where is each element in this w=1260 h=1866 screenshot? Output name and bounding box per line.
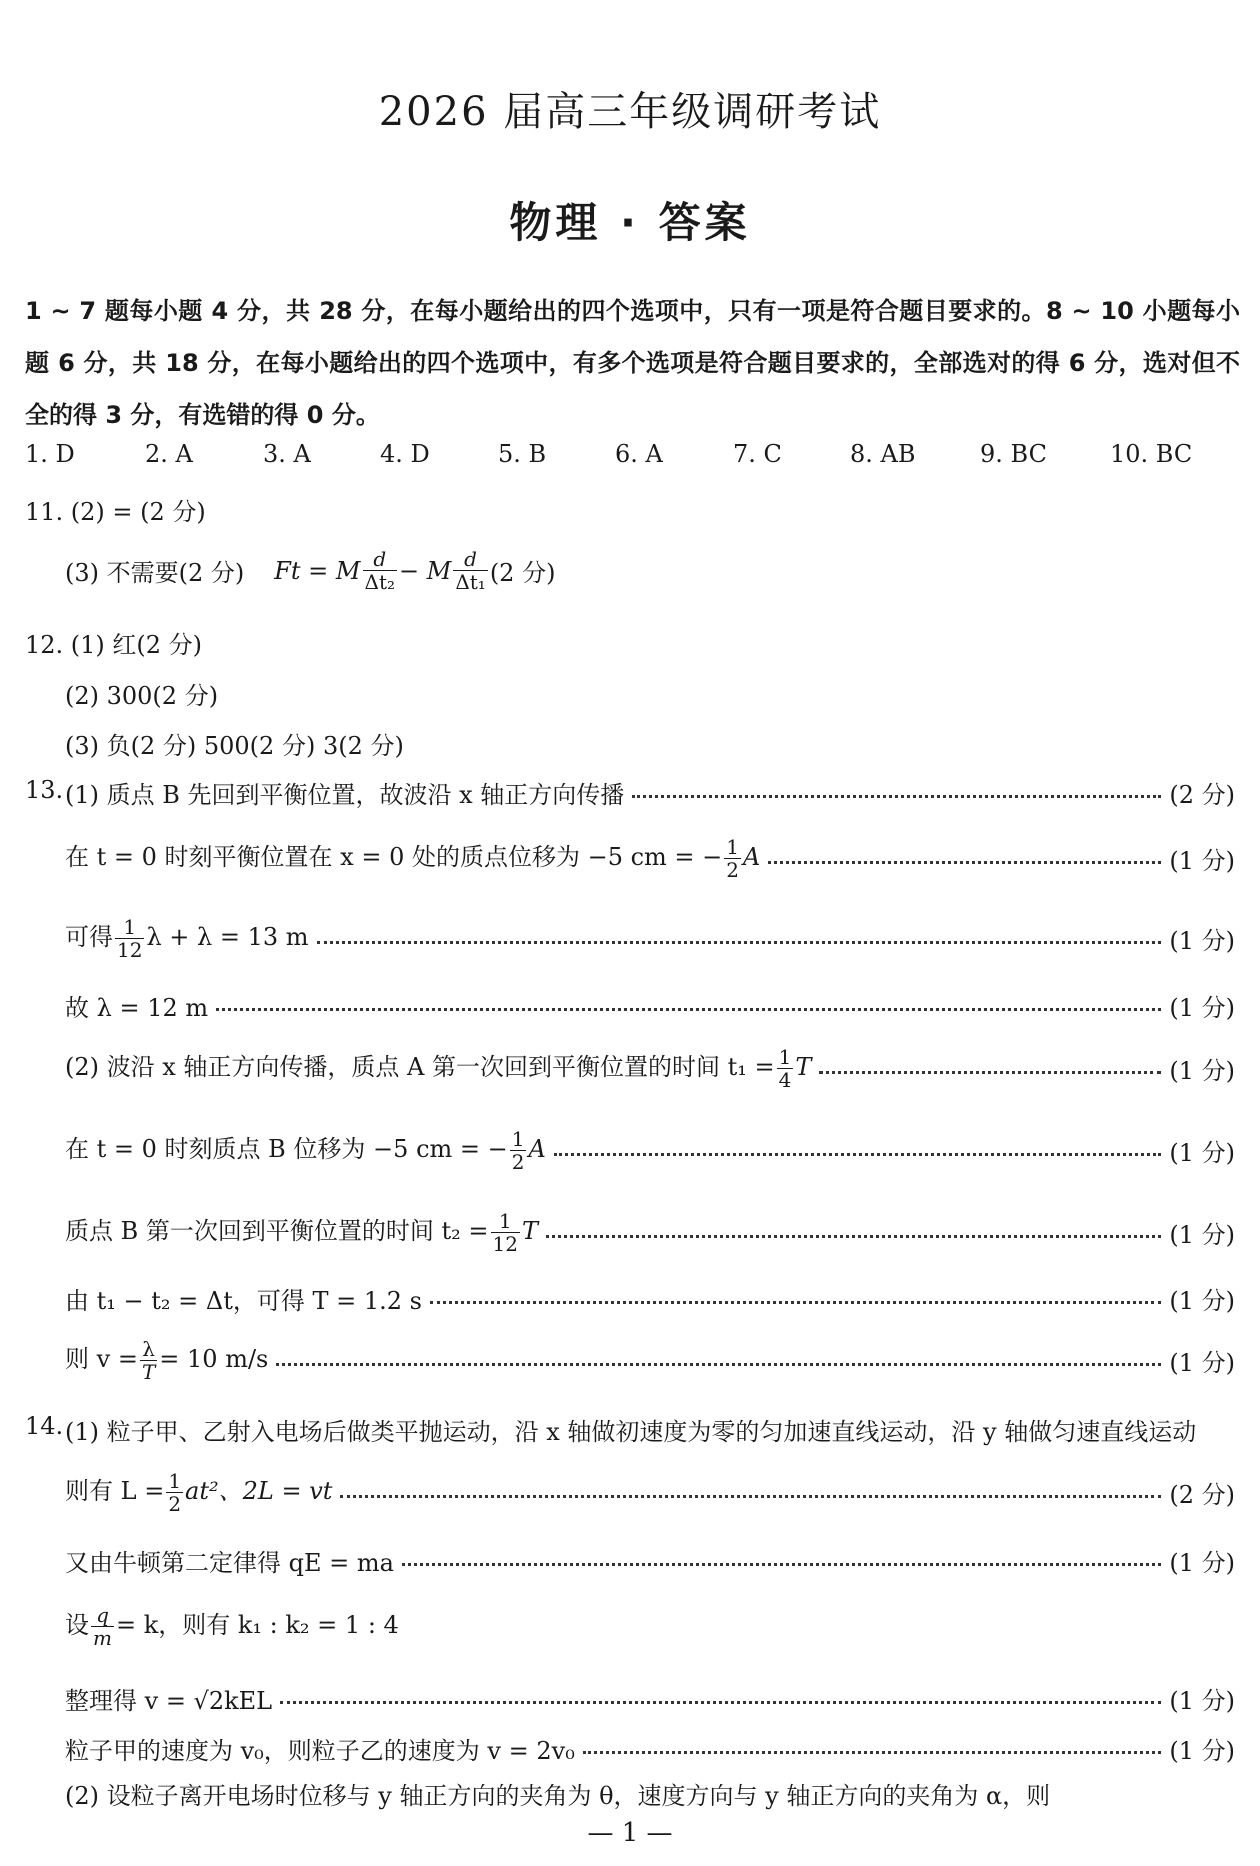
- q13-row-5: (2) 波沿 x 轴正方向传播，质点 A 第一次回到平衡位置的时间 t₁ = $\frac{1}{4}$ T (1 分): [65, 1044, 1235, 1092]
- leader-dots: [768, 861, 1161, 864]
- q13-row-8: 由 t₁ − t₂ = Δt，可得 T = 1.2 s (1 分): [65, 1278, 1235, 1318]
- points: (1 分): [1169, 1138, 1235, 1167]
- mc-answer: 5. B: [498, 440, 547, 468]
- leader-dots: [280, 1701, 1161, 1704]
- mc-answer: 2. A: [145, 440, 193, 468]
- intro-paragraph: 1 ~ 7 题每小题 4 分，共 28 分，在每小题给出的四个选项中，只有一项是符合题目要求的。8 ~ 10 小题每小题 6 分，共 18 分，在每小题给出的四个选项中，有多个选项是符合题目要求的，全部选对的得 6 分，选对但不全的得 3 分，有选错的得 0 分。: [25, 297, 1240, 429]
- q11-answer-text: (3) 不需要(2 分): [65, 559, 245, 587]
- q13-row-1: (1) 质点 B 先回到平衡位置，故波沿 x 轴正方向传播 (2 分): [65, 772, 1235, 812]
- q12-line3: (3) 负(2 分) 500(2 分) 3(2 分): [65, 732, 404, 760]
- q14-last-line: (2) 设粒子离开电场时位移与 y 轴正方向的夹角为 θ，速度方向与 y 轴正方向的夹角为 α，则: [65, 1782, 1051, 1810]
- page-title: 2026 届高三年级调研考试: [378, 89, 882, 135]
- q12-line2: (2) 300(2 分): [65, 682, 219, 710]
- fraction: $\frac{1}{4}$: [778, 1044, 792, 1092]
- q11-eq-mid: − M: [399, 556, 452, 585]
- fraction: $\frac{1}{2}$: [726, 834, 740, 882]
- mc-answer: 6. A: [615, 440, 663, 468]
- fraction: $\frac{q}{m}$: [93, 1602, 112, 1650]
- q11-points: (2 分): [489, 559, 556, 587]
- mc-answer: 10. BC: [1110, 440, 1193, 468]
- page-number: — 1 —: [587, 1818, 673, 1848]
- q14-row-3: 设 $\frac{q}{m}$ = k，则有 k₁ : k₂ = 1 : 4: [65, 1602, 399, 1650]
- points: (2 分): [1169, 780, 1235, 809]
- points: (1 分): [1169, 846, 1235, 875]
- mc-answer: 8. AB: [850, 440, 916, 468]
- leader-dots: [546, 1235, 1161, 1238]
- leader-dots: [554, 1153, 1162, 1156]
- fraction: $\frac{d}{\text{Δt₁}}$: [455, 547, 486, 594]
- q13-row-4: 故 λ = 12 m (1 分): [65, 985, 1235, 1025]
- q13-row-9: 则 v = $\frac{\lambda}{T}$ = 10 m/s (1 分): [65, 1336, 1235, 1384]
- q14-row-5: 粒子甲的速度为 v₀，则粒子乙的速度为 v = 2v₀ (1 分): [65, 1728, 1235, 1768]
- q11-line2: [65, 548, 555, 593]
- q12-line1: 12. (1) 红(2 分): [25, 631, 203, 659]
- q13-row-3: 可得 $\frac{1}{12}$ λ + λ = 13 m (1 分): [65, 914, 1235, 962]
- points: (1 分): [1169, 993, 1235, 1022]
- fraction: $\frac{\lambda}{T}$: [141, 1336, 156, 1384]
- points: (1 分): [1169, 926, 1235, 955]
- fraction: $\frac{1}{12}$: [492, 1208, 518, 1256]
- q13-row-6: 在 t = 0 时刻质点 B 位移为 −5 cm = − $\frac{1}{2}$ A (1 分): [65, 1126, 1235, 1174]
- points: (1 分): [1169, 1736, 1235, 1765]
- q14-line1: (1) 粒子甲、乙射入电场后做类平抛运动，沿 x 轴做初速度为零的匀加速直线运动，沿 y 轴做匀速直线运动: [65, 1418, 1197, 1446]
- leader-dots: [317, 941, 1162, 944]
- fraction: $\frac{d}{\text{Δt₂}}$: [364, 547, 395, 594]
- q14-row-1: 则有 L = $\frac{1}{2}$ at²、2L = vt (2 分): [65, 1468, 1235, 1516]
- leader-dots: [583, 1751, 1162, 1754]
- points: (1 分): [1169, 1548, 1235, 1577]
- mc-answer: 7. C: [733, 440, 782, 468]
- points: (1 分): [1169, 1348, 1235, 1377]
- q13-row-2: 在 t = 0 时刻平衡位置在 x = 0 处的质点位移为 −5 cm = − $\frac{1}{2}$ A (1 分): [65, 834, 1235, 882]
- fraction: $\frac{1}{12}$: [117, 914, 143, 962]
- mc-answer: 9. BC: [980, 440, 1047, 468]
- mc-answer: 4. D: [380, 440, 430, 468]
- points: (1 分): [1169, 1220, 1235, 1249]
- points: (1 分): [1169, 1286, 1235, 1315]
- q14-row-2: 又由牛顿第二定律得 qE = ma (1 分): [65, 1540, 1235, 1580]
- q14-label: 14.: [25, 1412, 64, 1440]
- points: (1 分): [1169, 1686, 1235, 1715]
- leader-dots: [276, 1363, 1161, 1366]
- q11-eq-pre: Ft = M: [274, 556, 361, 585]
- q13-row-7: 质点 B 第一次回到平衡位置的时间 t₂ = $\frac{1}{12}$ T (1 分): [65, 1208, 1235, 1256]
- mc-answer: 1. D: [25, 440, 75, 468]
- leader-dots: [340, 1495, 1161, 1498]
- fraction: $\frac{1}{2}$: [168, 1468, 182, 1516]
- multiple-choice-answers: [25, 440, 1240, 480]
- page-subtitle: 物理 · 答案: [509, 198, 751, 247]
- points: (2 分): [1169, 1480, 1235, 1509]
- leader-dots: [216, 1008, 1161, 1011]
- q14-row-4: 整理得 v = √2kEL (1 分): [65, 1678, 1235, 1718]
- fraction: $\frac{1}{2}$: [511, 1126, 525, 1174]
- leader-dots: [632, 795, 1161, 798]
- q13-label: 13.: [25, 776, 64, 804]
- q11-line1: 11. (2) = (2 分): [25, 498, 206, 526]
- leader-dots: [819, 1071, 1161, 1074]
- leader-dots: [430, 1301, 1161, 1304]
- points: (1 分): [1169, 1056, 1235, 1085]
- leader-dots: [402, 1563, 1161, 1566]
- mc-answer: 3. A: [263, 440, 311, 468]
